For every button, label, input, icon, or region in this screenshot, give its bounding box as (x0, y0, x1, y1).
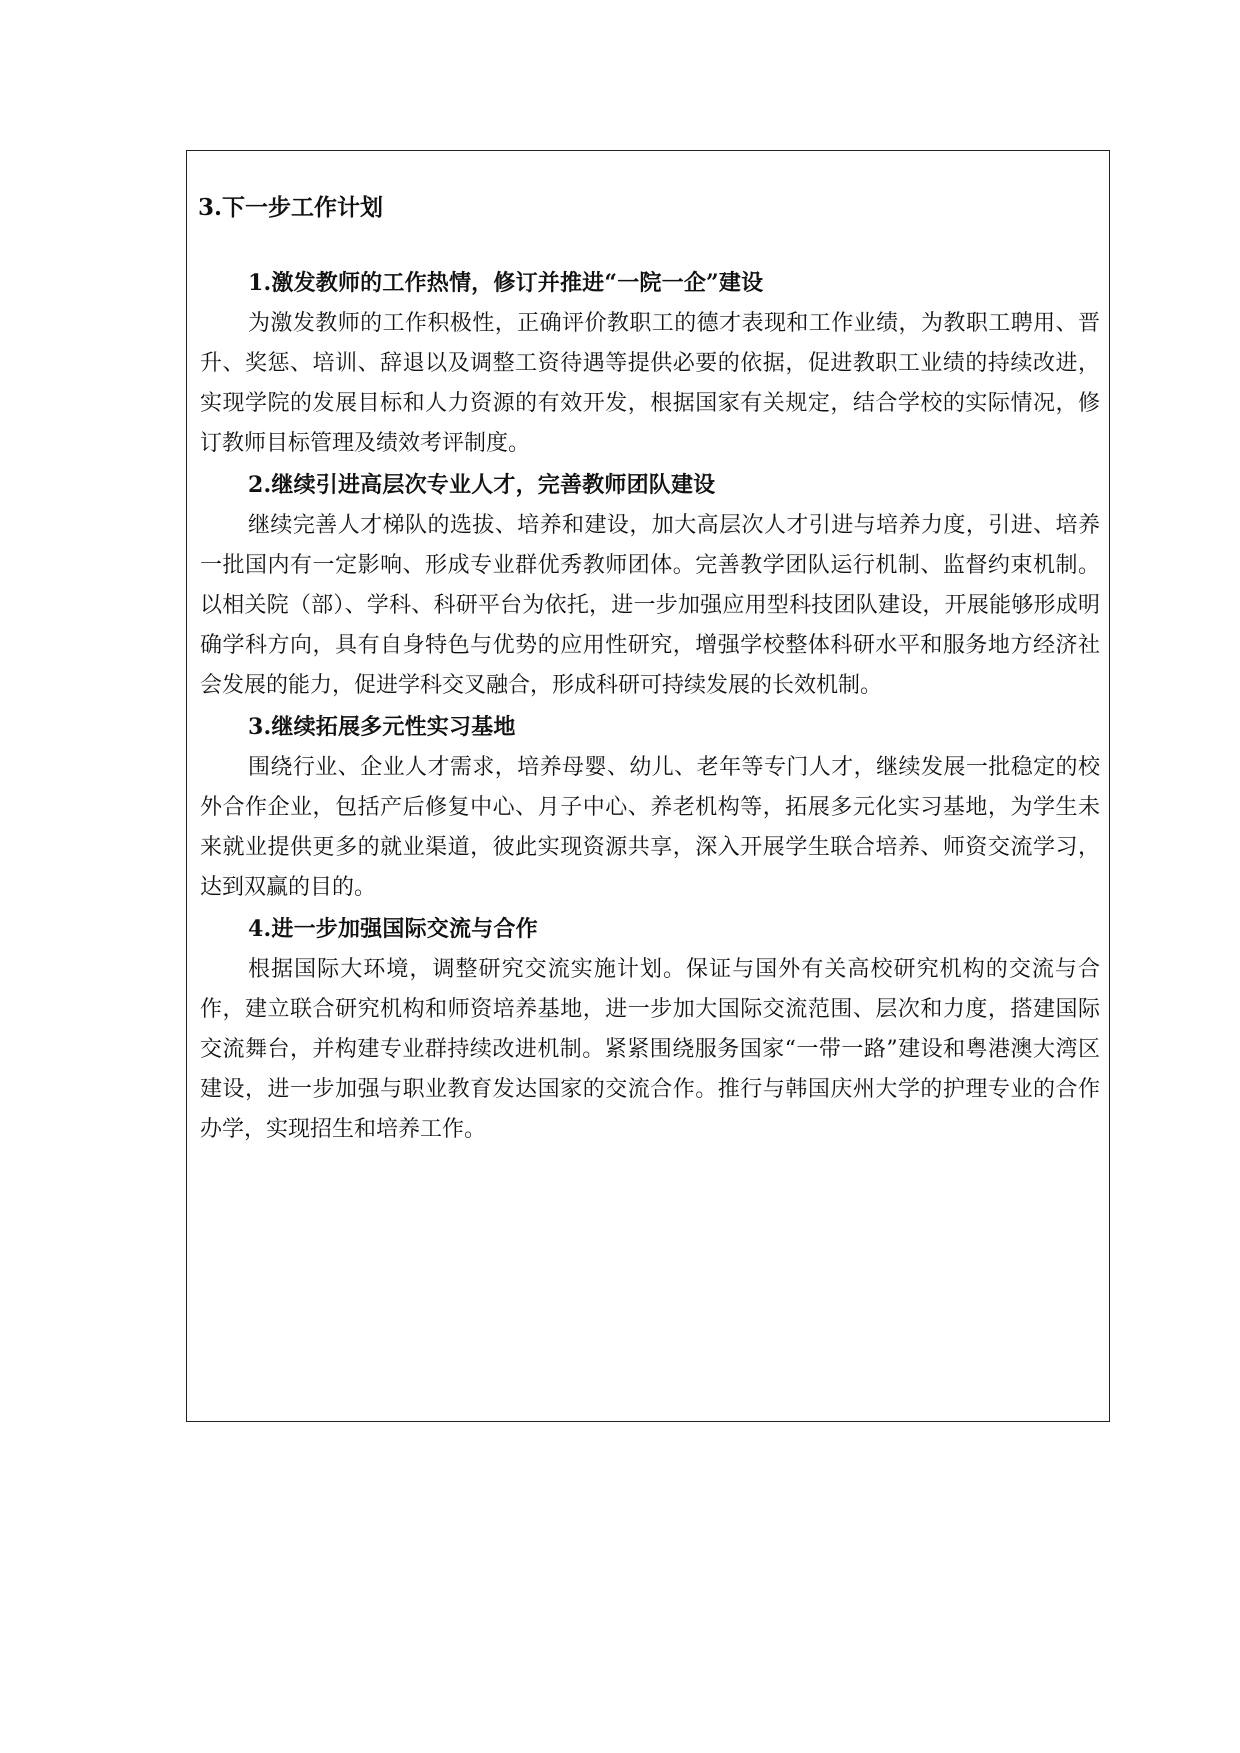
item-4-body: 根据国际大环境，调整研究交流实施计划。保证与国外有关高校研究机构的交流与合作，建立联合研究机构和师资培养基地，进一步加大国际交流范围、层次和力度，搭建国际交流舞台，并构建专业群持续改进机制。紧紧围绕服务国家“一带一路”建设和粤港澳大湾区建设，进一步加强与职业教育发达国家的交流合作。推行与韩国庆州大学的护理专业的合作办学，实现招生和培养工作。 (200, 957, 1100, 1142)
item-2-body: 继续完善人才梯队的选拔、培养和建设，加大高层次人才引进与培养力度，引进、培养一批国内有一定影响、形成专业群优秀教师团体。完善教学团队运行机制、监督约束机制。以相关院（部）、学科、科研平台为依托，进一步加强应用型科技团队建设，开展能够形成明确学科方向，具有自身特色与优势的应用性研究，增强学校整体科研水平和服务地方经济社会发展的能力，促进学科交叉融合，形成科研可持续发展的长效机制。 (200, 513, 1100, 698)
item-3-heading: 3.继续拓展多元性实习基地 (248, 714, 516, 740)
plan-content (200, 262, 1100, 1150)
item-2-heading: 2.继续引进高层次专业人才，完善教师团队建设 (248, 472, 716, 498)
item-4-heading: 4.进一步加强国际交流与合作 (248, 916, 538, 942)
item-3-body: 围绕行业、企业人才需求，培养母婴、幼儿、老年等专门人才，继续发展一批稳定的校外合作企业，包括产后修复中心、月子中心、养老机构等，拓展多元化实习基地，为学生未来就业提供更多的就业渠道，彼此实现资源共享，深入开展学生联合培养、师资交流学习，达到双赢的目的。 (200, 755, 1100, 900)
item-1-heading: 1.激发教师的工作热情，修订并推进“一院一企”建设 (248, 270, 764, 296)
section-title: 3.下一步工作计划 (198, 194, 384, 221)
item-1-body: 为激发教师的工作积极性，正确评价教职工的德才表现和工作业绩，为教职工聘用、晋升、奖惩、培训、辞退以及调整工资待遇等提供必要的依据，促进教职工业绩的持续改进，实现学院的发展目标和人力资源的有效开发，根据国家有关规定，结合学校的实际情况，修订教师目标管理及绩效考评制度。 (200, 311, 1100, 456)
